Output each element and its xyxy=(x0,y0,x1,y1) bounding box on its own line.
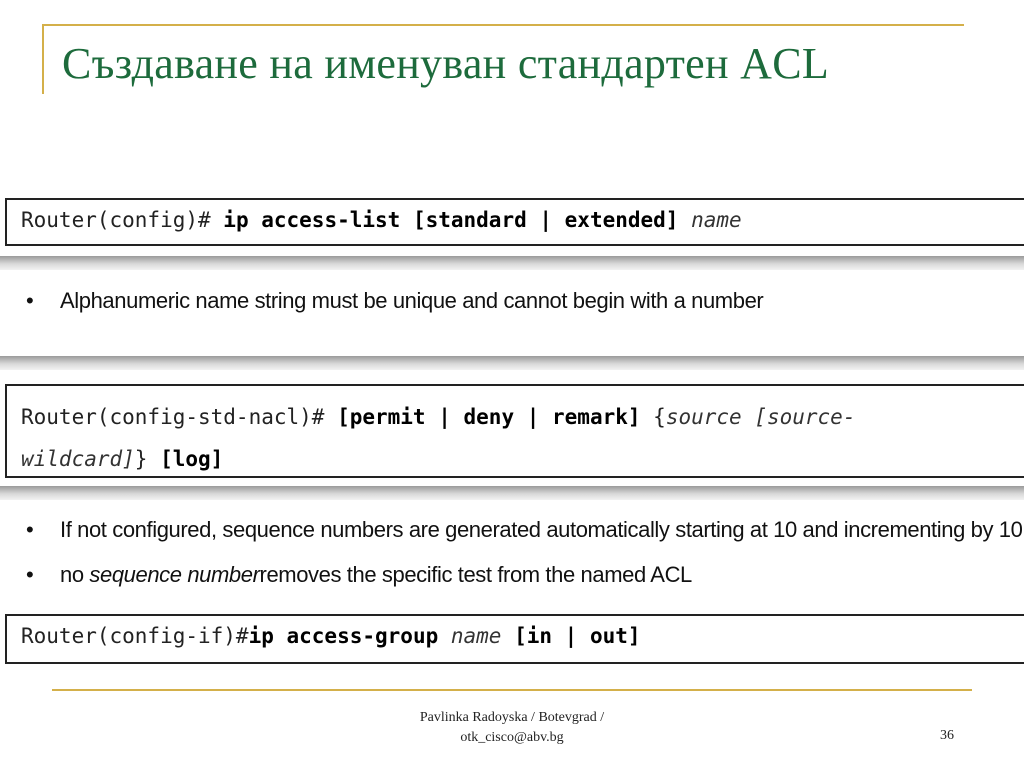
slide-title: Създаване на именуван стандартен ACL xyxy=(62,39,830,88)
command-argument: name xyxy=(438,624,515,648)
bullet-no-sequence xyxy=(26,562,692,588)
command-box-std-nacl xyxy=(5,384,1024,478)
bullet-dot: • xyxy=(26,517,34,542)
separator-bar xyxy=(0,256,1024,270)
command-prompt: Router(config-if)# xyxy=(21,624,249,648)
title-rule-left xyxy=(42,24,44,94)
footer-author: Pavlinka Radoyska / Botevgrad / xyxy=(419,710,605,725)
footer-rule xyxy=(52,689,972,691)
command-box-access-group xyxy=(5,614,1024,664)
bullet-text: If not configured, sequence numbers are generated automatically starting at 10 and incrementing by 10 xyxy=(60,517,1023,542)
footer-email: otk_cisco@abv.bg xyxy=(460,730,564,745)
bullet-dot: • xyxy=(26,288,34,313)
command-keyword: [permit | deny | remark] xyxy=(337,405,641,429)
command-argument-source: source [source- xyxy=(665,405,856,429)
bullet-suffix: removes the specific test from the named ACL xyxy=(259,562,692,587)
command-prompt: Router(config)# xyxy=(21,208,224,232)
bullet-name-rule xyxy=(26,288,763,314)
command-keyword: ip access-group xyxy=(248,624,439,648)
footer-credit xyxy=(362,708,662,748)
bullet-sequence-numbers xyxy=(26,517,1022,543)
command-prompt: Router(config-std-nacl)# xyxy=(21,405,338,429)
bullet-text: Alphanumeric name string must be unique and cannot begin with a number xyxy=(60,288,764,313)
command-direction: [in | out] xyxy=(514,624,641,648)
bullet-italic-term: sequence number xyxy=(89,562,260,587)
separator-bar xyxy=(0,486,1024,500)
brace-open: { xyxy=(640,405,666,429)
command-log-keyword: [log] xyxy=(160,447,224,471)
command-argument-wildcard: wildcard] xyxy=(21,447,135,471)
command-keyword: ip access-list [standard | extended] xyxy=(223,208,679,232)
command-line-2 xyxy=(21,438,1024,480)
separator-bar xyxy=(0,356,1024,370)
bullet-dot: • xyxy=(26,562,34,587)
command-argument: name xyxy=(678,208,742,232)
command-line-1 xyxy=(21,396,1024,438)
page-number: 36 xyxy=(940,728,954,743)
brace-close: } xyxy=(134,447,161,471)
bullet-prefix: no xyxy=(60,562,90,587)
title-rule-top xyxy=(42,24,964,26)
command-box-access-list xyxy=(5,198,1024,246)
